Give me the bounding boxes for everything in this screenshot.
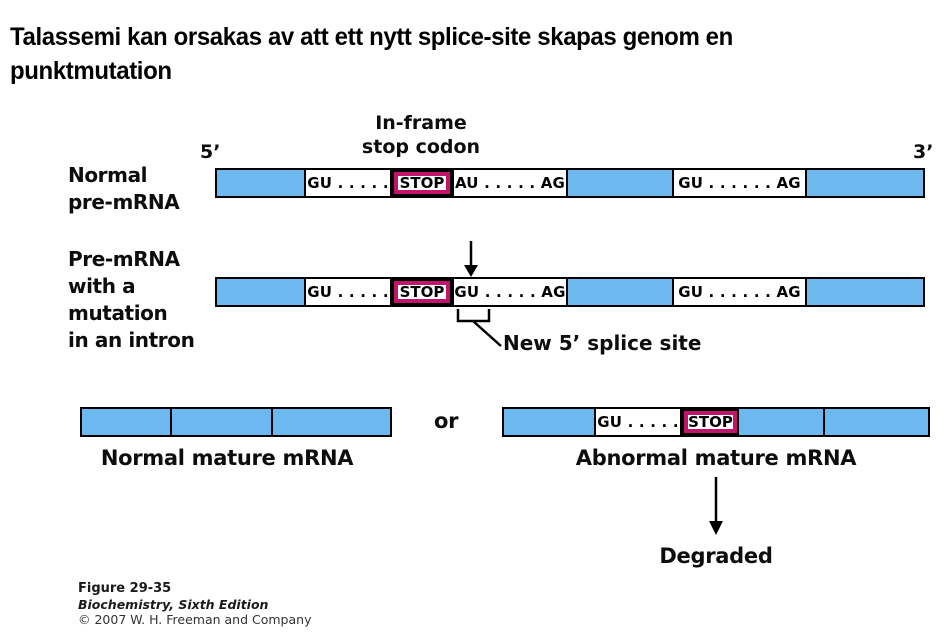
exon-segment [172, 409, 273, 435]
exon-segment [807, 279, 923, 305]
figure-caption [78, 581, 311, 627]
intron-segment [304, 279, 392, 305]
mutated-pre-mrna-bar [215, 277, 925, 307]
five-prime-label: 5’ [200, 141, 221, 163]
exon-segment [217, 279, 304, 305]
in-frame-label-line1: In-frame [375, 112, 467, 134]
intron-segment [304, 170, 392, 196]
mutated-pre-mrna-label-line2: with a [68, 274, 136, 298]
intron-sequence-text: GU . . . . . . AG [678, 283, 801, 301]
exon-segment [568, 170, 672, 196]
exon-segment [568, 279, 672, 305]
page-title-line1: Talassemi kan orsakas av att ett nytt splice-site skapas genom en [10, 23, 733, 51]
in-frame-stop-codon-label [345, 111, 497, 159]
intron-segment [672, 170, 807, 196]
mutated-pre-mrna-label-line4: in an intron [68, 328, 195, 352]
stop-codon-box [682, 409, 739, 435]
copyright-line: © 2007 W. H. Freeman and Company [78, 612, 312, 627]
in-frame-label-line2: stop codon [361, 136, 481, 158]
exon-segment [739, 409, 825, 435]
mutation-down-arrow-icon [460, 240, 482, 278]
page-title-line2: punktmutation [10, 57, 172, 85]
stop-codon-text: STOP [399, 174, 445, 192]
figure-number: Figure 29-35 [78, 581, 172, 596]
stop-codon-box [392, 279, 452, 305]
exon-segment [807, 170, 923, 196]
exon-segment [82, 409, 172, 435]
new-splice-site-label: New 5’ splice site [503, 331, 702, 355]
exon-segment [273, 409, 390, 435]
normal-pre-mrna-bar [215, 168, 925, 198]
intron-sequence-text: GU . . . . . . AG [678, 174, 801, 192]
intron-sequence-text: GU . . . . . [307, 283, 389, 301]
normal-pre-mrna-label-line1: Normal [68, 163, 148, 187]
or-label: or [434, 409, 459, 433]
normal-mature-mrna-bar [80, 407, 392, 437]
mutated-pre-mrna-label-line1: Pre-mRNA [68, 247, 180, 271]
book-title: Biochemistry, Sixth Edition [78, 597, 269, 612]
three-prime-label: 3’ [913, 141, 934, 163]
stop-codon-box [392, 170, 452, 196]
page-title [10, 20, 908, 88]
intron-segment [672, 279, 807, 305]
degradation-down-arrow-icon [705, 477, 727, 537]
abnormal-mature-mrna-bar [502, 407, 930, 437]
exon-segment [217, 170, 304, 196]
exon-segment [825, 409, 928, 435]
intron-segment [594, 409, 682, 435]
intron-sequence-text: GU . . . . . AG [454, 283, 566, 301]
intron-segment [452, 279, 568, 305]
mutated-pre-mrna-label-line3: mutation [68, 301, 168, 325]
stop-codon-text: STOP [688, 413, 733, 431]
mutated-pre-mrna-label [68, 246, 194, 354]
normal-mature-mrna-label: Normal mature mRNA [100, 446, 354, 470]
abnormal-mature-mrna-label: Abnormal mature mRNA [575, 446, 857, 470]
intron-sequence-text: GU . . . . . [307, 174, 389, 192]
normal-pre-mrna-label [68, 162, 179, 216]
intron-sequence-text: GU . . . . . [597, 413, 679, 431]
exon-segment [504, 409, 594, 435]
stop-codon-text: STOP [399, 283, 445, 301]
intron-sequence-text: AU . . . . . AG [454, 174, 566, 192]
intron-segment [452, 170, 568, 196]
degraded-label: Degraded [659, 544, 773, 568]
normal-pre-mrna-label-line2: pre-mRNA [68, 190, 180, 214]
